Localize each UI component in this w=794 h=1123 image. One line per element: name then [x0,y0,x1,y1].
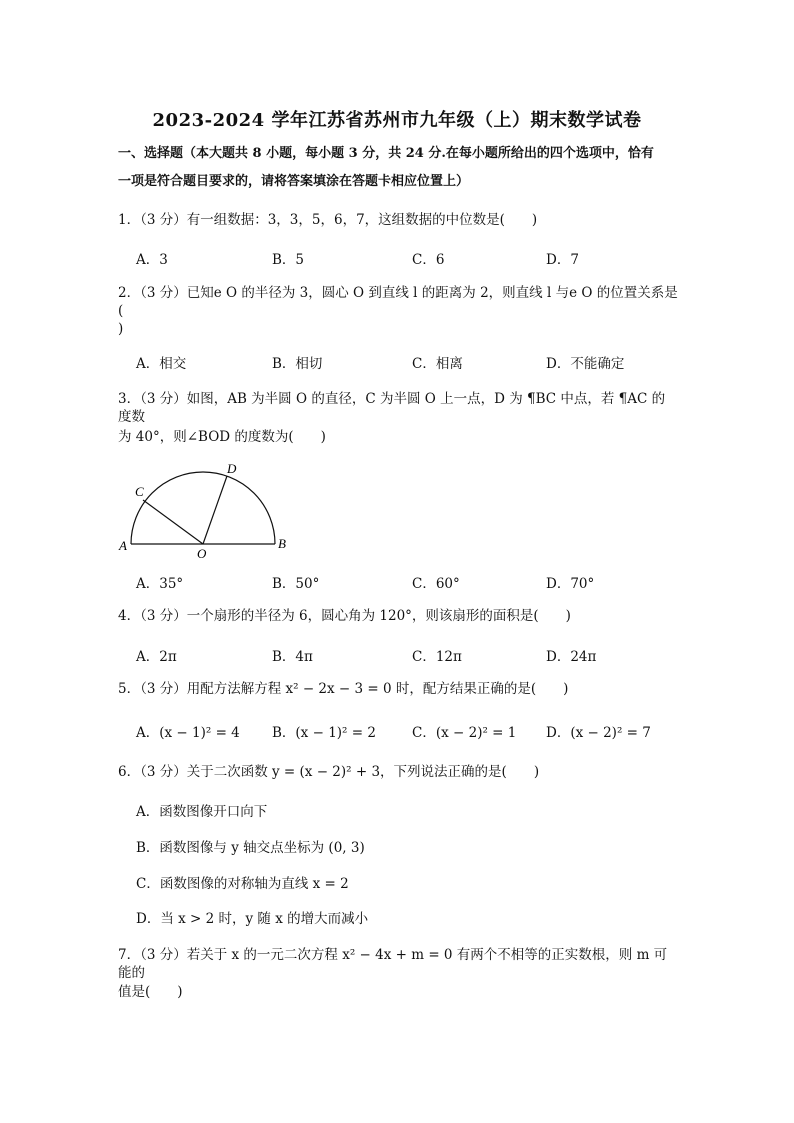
option-d: D．70° [546,576,595,592]
option-b: B．4π [272,649,313,665]
segment-od [203,476,227,544]
section-header-line-1: 一、选择题（本大题共 8 小题，每小题 3 分，共 24 分.在每小题所给出的四个选项中，恰有 [118,146,654,161]
page-title: 2023-2024 学年江苏省苏州市九年级（上）期末数学试卷 [152,110,642,131]
option-b: B．50° [272,576,320,592]
option-c: C．12π [412,649,462,665]
option-a: A．3 [136,252,168,268]
question-4: 4．（3 分）一个扇形的半径为 6，圆心角为 120°，则该扇形的面积是( ) [118,608,571,624]
option-a: A．2π [136,649,177,665]
section-header-line-2: 一项是符合题目要求的，请将答案填涂在答题卡相应位置上） [118,174,470,189]
option-c: C．(x − 2)² = 1 [412,725,517,741]
label-o: O [197,546,207,561]
segment-oc [143,500,203,544]
option-b: B．相切 [272,356,323,372]
option-a: A．相交 [136,356,187,372]
question-1: 1．（3 分）有一组数据：3，3，5，6，7，这组数据的中位数是( ) [118,212,538,228]
option-d: D．不能确定 [546,356,625,372]
option-b: B．函数图像与 y 轴交点坐标为 (0, 3) [136,840,365,856]
question-3: 3．（3 分）如图，AB 为半圆 O 的直径，C 为半圆 O 上一点，D 为 ¶BC 中点，若 ¶AC 的度数 [118,391,666,425]
question-2-continuation: ) [118,321,124,337]
option-d: D．当 x > 2 时，y 随 x 的增大而减小 [136,911,369,927]
question-6: 6．（3 分）关于二次函数 y = (x − 2)² + 3，下列说法正确的是( ) [118,764,540,780]
semicircle-figure [115,458,295,563]
semicircle-arc [131,472,275,544]
option-d: D．24π [546,649,597,665]
option-c: C．60° [412,576,460,592]
option-c: C．6 [412,252,445,268]
question-7: 7．（3 分）若关于 x 的一元二次方程 x² − 4x + m = 0 有两个不相等的正实数根，则 m 可能的 [118,947,668,981]
label-a: A [119,538,127,553]
label-c: C [135,484,144,499]
question-5: 5．（3 分）用配方法解方程 x² − 2x − 3 = 0 时，配方结果正确的是( ) [118,681,569,697]
question-7-continuation: 值是( ) [118,984,183,1000]
option-d: D．(x − 2)² = 7 [546,725,651,741]
option-b: B．5 [272,252,305,268]
question-1-options [136,248,676,266]
question-4-options [136,645,676,663]
option-a: A．35° [136,576,184,592]
option-c: C．函数图像的对称轴为直线 x = 2 [136,876,349,892]
question-3-options [136,572,676,590]
label-b: B [278,536,286,551]
question-2: 2．（3 分）已知e O 的半径为 3，圆心 O 到直线 l 的距离为 2，则直线 l 与e O 的位置关系是( [118,285,678,319]
option-c: C．相离 [412,356,463,372]
option-a: A．函数图像开口向下 [136,804,268,820]
option-b: B．(x − 1)² = 2 [272,725,376,741]
option-d: D．7 [546,252,579,268]
label-d: D [227,461,237,476]
question-3-continuation: 为 40°，则∠BOD 的度数为( ) [118,429,326,445]
option-a: A．(x − 1)² = 4 [136,725,240,741]
section-header [118,140,678,196]
question-5-options [136,721,676,739]
question-2-options [136,352,676,370]
